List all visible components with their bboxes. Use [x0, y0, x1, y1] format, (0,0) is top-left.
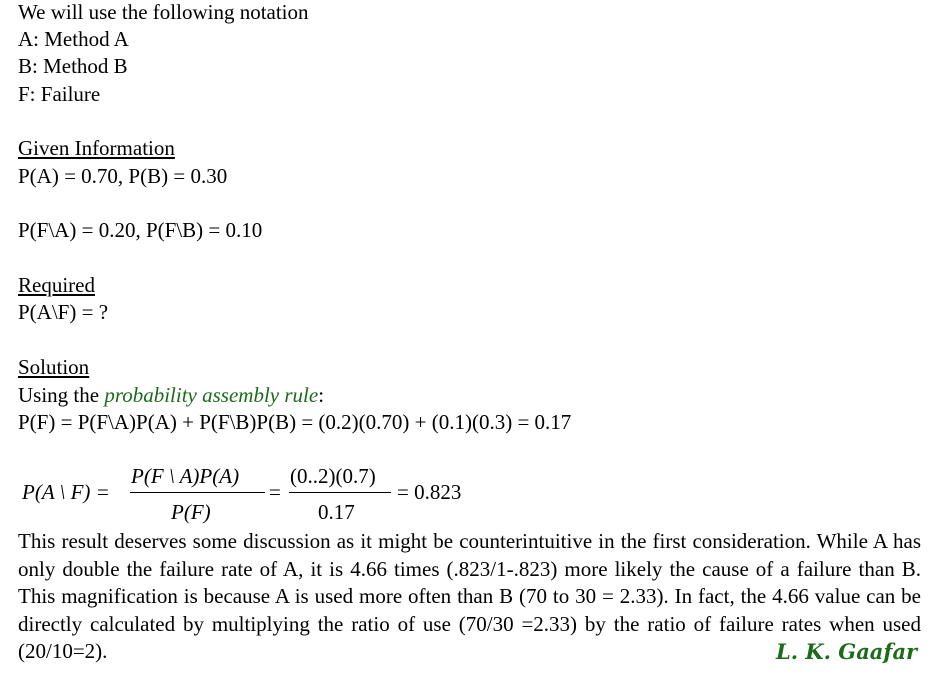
- notation-intro: We will use the following notation: [18, 0, 309, 24]
- bayes-denominator-2: 0.17: [318, 500, 355, 524]
- required-heading: Required: [18, 273, 95, 297]
- signature: L. K. Gaafar: [776, 639, 918, 664]
- notation-f: F: Failure: [18, 82, 101, 106]
- fraction-bar-2: [289, 492, 391, 493]
- total-probability-equation: P(F) = P(F\A)P(A) + P(F\B)P(B) = (0.2)(0.70) + (0.1)(0.3) = 0.17: [18, 410, 572, 434]
- required-value: P(A\F) = ?: [18, 300, 109, 324]
- rule-name: probability assembly rule: [104, 383, 319, 407]
- bayes-denominator-1: P(F): [171, 500, 211, 524]
- given-conditionals: P(F\A) = 0.20, P(F\B) = 0.10: [18, 218, 263, 242]
- given-priors: P(A) = 0.70, P(B) = 0.30: [18, 164, 228, 188]
- notation-a: A: Method A: [18, 27, 129, 51]
- solution-heading: Solution: [18, 355, 90, 379]
- discussion-paragraph: This result deserves some discussion as it might be counterintuitive in the first consideration. While A has only double the failure rate of A, it is 4.66 times (.823/1-.823) more likely the cause of a failure than B. This magnification is because A is used more often than B (70 to 30 = 2.33). In fact, the 4.66 value can be directly calculated by multiplying the ratio of use (70/30 =2.33) by the ratio of failure rates when used (20/10=2).: [18, 529, 921, 663]
- bayes-lhs: P(A \ F) =: [22, 480, 110, 504]
- rule-suffix: :: [318, 383, 325, 407]
- given-heading: Given Information: [18, 136, 175, 160]
- bayes-result: = 0.823: [397, 480, 462, 504]
- fraction-bar-1: [130, 492, 265, 493]
- notation-b: B: Method B: [18, 54, 128, 78]
- assembly-rule-line: [18, 383, 324, 407]
- rule-prefix: Using the: [18, 383, 105, 407]
- bayes-numerator-1: P(F \ A)P(A): [131, 464, 240, 488]
- bayes-equals: =: [269, 480, 281, 504]
- bayes-numerator-2: (0..2)(0.7): [290, 464, 376, 488]
